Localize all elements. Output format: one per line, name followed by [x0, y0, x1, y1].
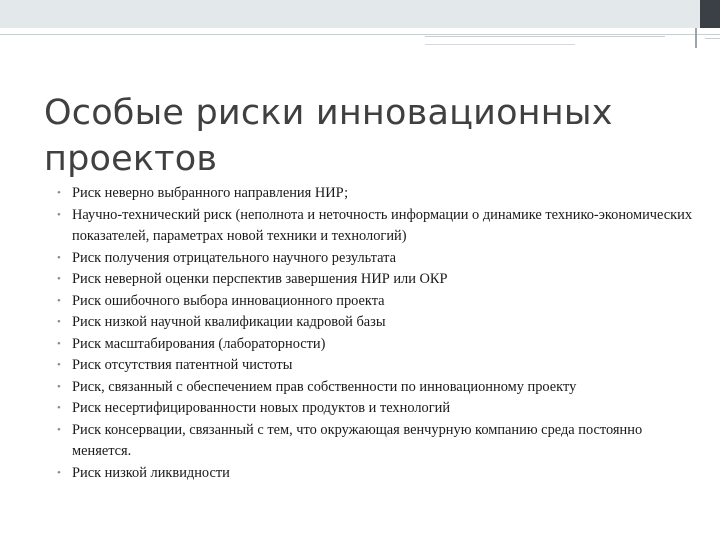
bullet-item — [57, 420, 697, 463]
bullet-text: Научно-технический риск (неполнота и неточность информации о динамике технико-экономических показателей, параметрах новой техники и технологий) — [72, 206, 693, 244]
bullet-text: Риск неверно выбранного направления НИР; — [72, 185, 349, 201]
bullet-item — [57, 183, 697, 205]
bullet-text: Риск масштабирования (лабораторности) — [72, 335, 326, 352]
bullet-dot-icon: • — [57, 273, 61, 285]
header-divider-line — [0, 34, 720, 35]
bullet-text: Риск неверной оценки перспектив завершения НИР или ОКР — [72, 271, 448, 287]
bullet-item — [57, 377, 697, 399]
bullet-text: Риск низкой ликвидности — [72, 464, 230, 481]
bullet-dot-icon: • — [57, 423, 61, 436]
bullet-item — [57, 291, 697, 313]
bullet-dot-icon: • — [57, 316, 61, 328]
bullet-item — [57, 312, 697, 334]
bullet-item — [57, 248, 697, 270]
bullet-item — [57, 463, 697, 485]
header-corner-line — [705, 38, 720, 39]
bullet-text: Риск отсутствия патентной чистоты — [72, 357, 293, 373]
bullet-text: Риск консервации, связанный с тем, что окружающая венчурную компанию среда постоянно меняется. — [72, 421, 643, 459]
header-short-line — [425, 44, 575, 45]
bullet-dot-icon: • — [57, 380, 61, 393]
bullet-item — [57, 398, 697, 420]
bullet-item — [57, 334, 697, 356]
bullet-item — [57, 355, 697, 377]
bullet-item — [57, 205, 697, 248]
top-decorative-bar — [0, 0, 700, 28]
bullet-text: Риск получения отрицательного научного результата — [72, 249, 396, 266]
header-vertical-line — [695, 28, 697, 48]
bullet-dot-icon: • — [57, 187, 61, 199]
bullet-dot-icon: • — [57, 251, 61, 264]
bullet-item — [57, 269, 697, 291]
bullet-dot-icon: • — [57, 208, 61, 221]
top-corner-block — [700, 0, 720, 28]
slide-title: Особые риски инновационных проектов — [44, 93, 613, 179]
bullet-dot-icon: • — [57, 294, 61, 307]
bullet-text: Риск низкой научной квалификации кадровой базы — [72, 314, 386, 330]
header-accent-line — [425, 36, 665, 37]
bullet-text: Риск несертифицированности новых продуктов и технологий — [72, 400, 451, 416]
bullet-dot-icon: • — [57, 359, 61, 371]
bullet-dot-icon: • — [57, 337, 61, 350]
bullet-dot-icon: • — [57, 466, 61, 479]
bullet-dot-icon: • — [57, 402, 61, 414]
bullet-text: Риск, связанный с обеспечением прав собственности по инновационному проекту — [72, 378, 577, 395]
bullet-text: Риск ошибочного выбора инновационного проекта — [72, 292, 385, 309]
bullet-list — [57, 183, 697, 484]
